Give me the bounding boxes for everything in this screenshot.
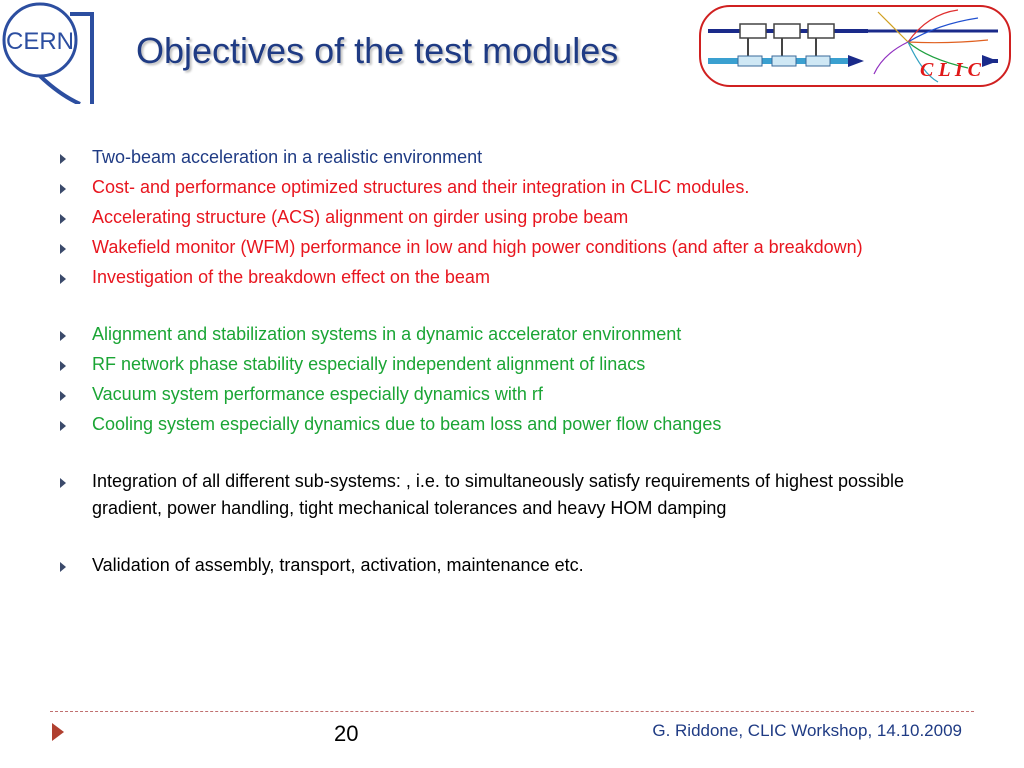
clic-logo <box>698 4 1012 88</box>
list-item <box>58 351 978 378</box>
bullet-arrow-icon <box>60 184 66 194</box>
footer-arrow-icon <box>52 723 64 741</box>
bullet-arrow-icon <box>60 274 66 284</box>
list-item-text: Alignment and stabilization systems in a dynamic accelerator environment <box>92 324 682 344</box>
bullet-arrow-icon <box>60 214 66 224</box>
footer-credit: G. Riddone, CLIC Workshop, 14.10.2009 <box>652 721 962 740</box>
list-item <box>58 552 978 579</box>
bullet-arrow-icon <box>60 331 66 341</box>
list-item <box>58 204 978 231</box>
slide-title: Objectives of the test modules <box>136 30 619 71</box>
list-item <box>58 234 978 261</box>
list-item-text: Cooling system especially dynamics due to beam loss and power flow changes <box>92 414 722 434</box>
list-item <box>58 144 978 171</box>
list-item-text: Investigation of the breakdown effect on the beam <box>92 267 490 287</box>
bullet-arrow-icon <box>60 562 66 572</box>
list-item-text: Cost- and performance optimized structures and their integration in CLIC modules. <box>92 177 750 197</box>
bullet-arrow-icon <box>60 391 66 401</box>
list-item <box>58 321 978 348</box>
list-item-text: Wakefield monitor (WFM) performance in low and high power conditions (and after a breakdown) <box>92 237 863 257</box>
bullet-arrow-icon <box>60 421 66 431</box>
clic-logo-text: C L I C <box>920 59 981 81</box>
list-item-text: Accelerating structure (ACS) alignment on girder using probe beam <box>92 207 629 227</box>
list-item <box>58 174 978 201</box>
footer-divider <box>50 711 974 712</box>
list-item-text: RF network phase stability especially independent alignment of linacs <box>92 354 646 374</box>
page-number: 20 <box>334 721 359 746</box>
bullet-arrow-icon <box>60 154 66 164</box>
list-item-text: Vacuum system performance especially dynamics with rf <box>92 384 543 404</box>
list-item-text: Validation of assembly, transport, activation, maintenance etc. <box>92 555 584 575</box>
bullet-arrow-icon <box>60 244 66 254</box>
list-item-text: Integration of all different sub-systems: , i.e. to simultaneously satisfy requirements of highest possible gradient, power handling, tight mechanical tolerances and heavy HOM damping <box>92 471 905 518</box>
list-item <box>58 411 978 438</box>
list-item <box>58 381 978 408</box>
bullet-arrow-icon <box>60 478 66 488</box>
list-item <box>58 264 978 291</box>
list-item <box>58 468 978 522</box>
objectives-list <box>58 144 978 582</box>
cern-logo <box>0 0 104 104</box>
list-item-text: Two-beam acceleration in a realistic environment <box>92 147 483 167</box>
cern-logo-text: CERN <box>5 28 75 55</box>
bullet-arrow-icon <box>60 361 66 371</box>
